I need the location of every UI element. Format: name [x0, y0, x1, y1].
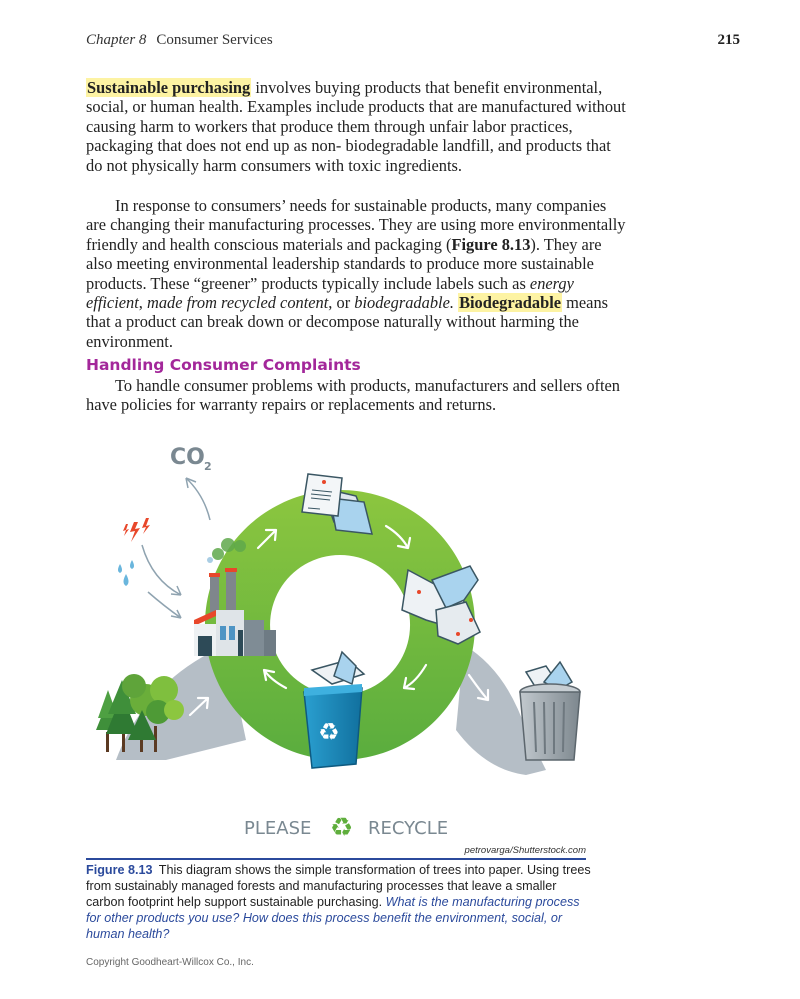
- figure-reference: Figure 8.13: [451, 234, 531, 254]
- paragraph-text: ). They are also meeting environmental leadership standards to produce more sustainable products. These “greener” products typically include labels such as: [86, 234, 602, 293]
- svg-text:PLEASE: PLEASE: [244, 818, 312, 839]
- section-heading: Handling Consumer Complaints: [86, 356, 361, 374]
- please-recycle-banner: [244, 813, 448, 843]
- paragraph-text: means that a product can break down or decompose naturally without harming the environment.: [86, 293, 609, 351]
- svg-text:RECYCLE: RECYCLE: [368, 818, 449, 839]
- paragraph-manufacturing: [86, 196, 626, 351]
- label-example: energy efficient: [86, 273, 574, 313]
- svg-text:2: 2: [204, 460, 212, 473]
- separator: , or: [328, 293, 355, 313]
- key-term-biodegradable: Biodegradable: [459, 293, 562, 313]
- figure-recycling-diagram: [86, 430, 606, 850]
- paragraph-text: To handle consumer problems with products, manufacturers and sellers often have policies for warranty repairs or replacements and returns.: [86, 376, 620, 415]
- chapter-label: Chapter 8: [86, 32, 147, 48]
- co2-arrow-icon: [186, 478, 210, 520]
- figure-caption: [86, 862, 596, 942]
- trash-can-icon: [520, 662, 580, 760]
- paragraph-sustainable-purchasing: [86, 78, 626, 175]
- page-number: 215: [717, 32, 740, 48]
- section-title: Consumer Services: [156, 32, 273, 48]
- figure-label: Figure 8.13: [86, 863, 153, 877]
- separator: ,: [138, 293, 147, 313]
- water-arrow-icon: [148, 592, 181, 618]
- energy-bolt-icon: [123, 518, 150, 542]
- paragraph-text: involves buying products that benefit environmental, social, or human health. Examples include products that are manufactured without causing harm to workers that produce them through unfair labor practices, packaging that does not end up as non- biodegradable landfill, and products that do not physically harm consumers with toxic ingredients.: [86, 78, 626, 175]
- paragraph-text: In response to consumers’ needs for sustainable products, many companies are changing their manufacturing processes. They are using more environmentally friendly and health conscious materials and packaging (: [86, 196, 626, 254]
- caption-rule: [86, 858, 586, 860]
- image-credit: petrovarga/Shutterstock.com: [464, 845, 586, 856]
- key-term-sustainable-purchasing: Sustainable purchasing: [87, 78, 251, 97]
- paragraph-complaints: [86, 376, 646, 415]
- caption-text: This diagram shows the simple transformation of trees into paper. Using trees from sustainably managed forests and manufacturing processes that leave a smaller carbon footprint help support sustainable purchasing.: [86, 863, 591, 909]
- co2-emission-label: [170, 445, 212, 473]
- running-header: [86, 32, 740, 54]
- energy-arrow-icon: [142, 545, 181, 595]
- caption-question: What is the manufacturing process for other products you use? How does this process benefit the environment, social, or human health?: [86, 895, 580, 941]
- svg-text:CO: CO: [170, 445, 205, 470]
- recycle-logo-icon: ♻: [330, 813, 354, 843]
- label-example: made from recycled content: [147, 293, 329, 313]
- label-example: biodegradable.: [354, 293, 454, 313]
- copyright-notice: Copyright Goodheart-Willcox Co., Inc.: [86, 957, 254, 968]
- recycling-bin-icon: [304, 652, 364, 768]
- water-drop-icon: [118, 560, 134, 586]
- recycle-symbol-icon: ♻: [318, 718, 340, 746]
